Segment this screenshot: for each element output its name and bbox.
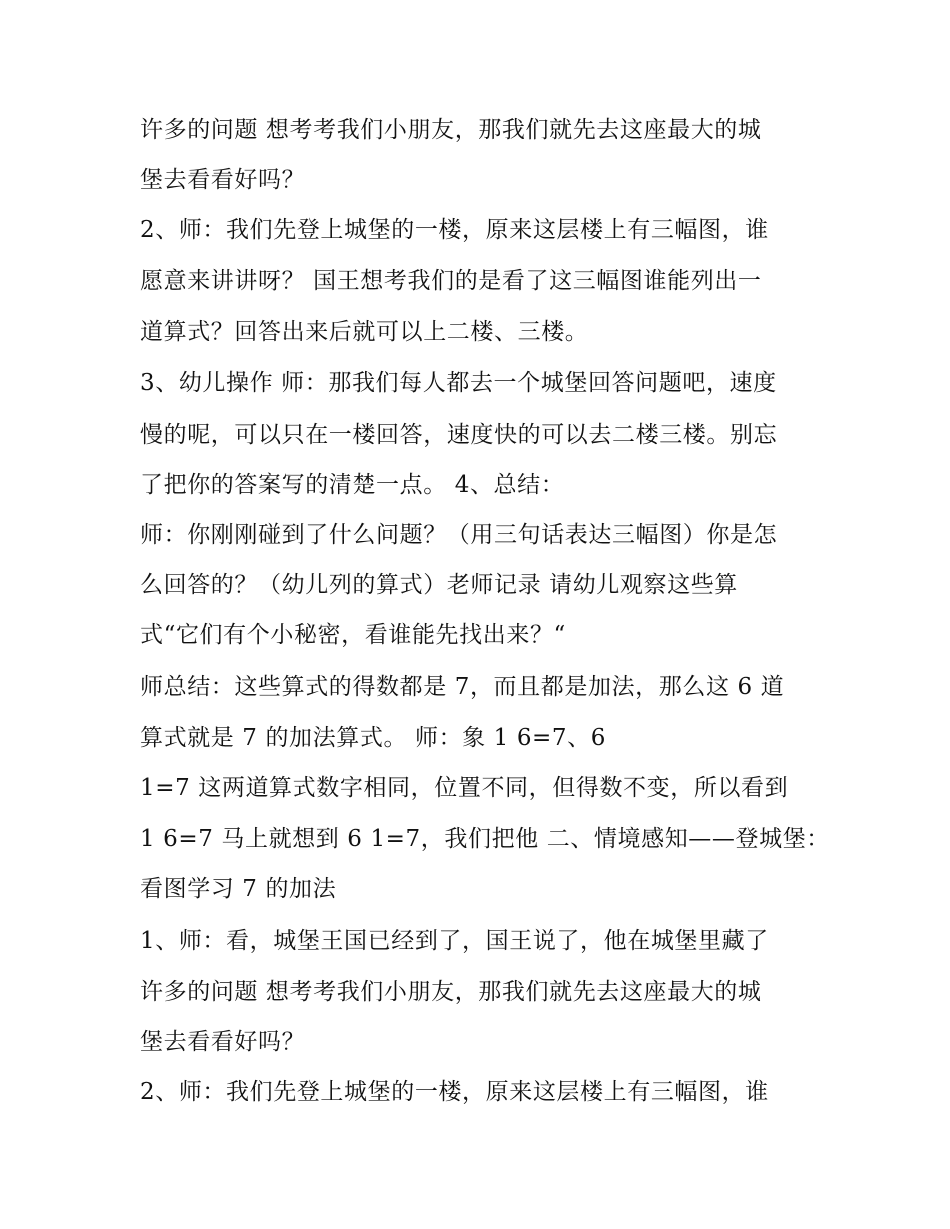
text-line: 式“它们有个小秘密，看谁能先找出来？“ xyxy=(140,622,566,648)
text-line: 看图学习 7 的加法 xyxy=(140,876,337,902)
text-line: 师总结：这些算式的得数都是 7，而且都是加法，那么这 6 道 xyxy=(140,674,785,700)
text-line: 许多的问题 想考考我们小朋友，那我们就先去这座最大的城 xyxy=(140,979,762,1005)
text-line: 2、师：我们先登上城堡的一楼，原来这层楼上有三幅图，谁 xyxy=(140,1079,769,1105)
text-line: 1 6=7 马上就想到 6 1=7，我们把他 二、情境感知——登城堡： xyxy=(140,826,830,852)
text-line: 算式就是 7 的加法算式。 师：象 1 6=7、6 xyxy=(140,725,606,751)
text-line: 道算式？回答出来后就可以上二楼、三楼。 xyxy=(140,319,589,345)
text-line: 许多的问题 想考考我们小朋友，那我们就先去这座最大的城 xyxy=(140,117,762,143)
text-line: 师：你刚刚碰到了什么问题？（用三句话表达三幅图）你是怎 xyxy=(140,522,778,548)
text-line: 2、师：我们先登上城堡的一楼，原来这层楼上有三幅图，谁 xyxy=(140,217,769,243)
text-line: 3、幼儿操作 师：那我们每人都去一个城堡回答问题吧，速度 xyxy=(140,370,777,396)
text-line: 堡去看看好吗？ xyxy=(140,167,306,193)
text-line: 堡去看看好吗？ xyxy=(140,1029,306,1055)
text-line: 1、师：看，城堡王国已经到了，国王说了，他在城堡里藏了 xyxy=(140,928,769,954)
text-line: 愿意来讲讲呀？ 国王想考我们的是看了这三幅图谁能列出一 xyxy=(140,268,762,294)
text-line: 慢的呢，可以只在一楼回答，速度快的可以去二楼三楼。别忘 xyxy=(140,422,778,448)
text-line: 了把你的答案写的清楚一点。 4、总结： xyxy=(140,472,565,498)
text-line: 1=7 这两道算式数字相同，位置不同，但得数不变，所以看到 xyxy=(140,775,789,801)
text-line: 么回答的？（幼儿列的算式）老师记录 请幼儿观察这些算 xyxy=(140,572,738,598)
